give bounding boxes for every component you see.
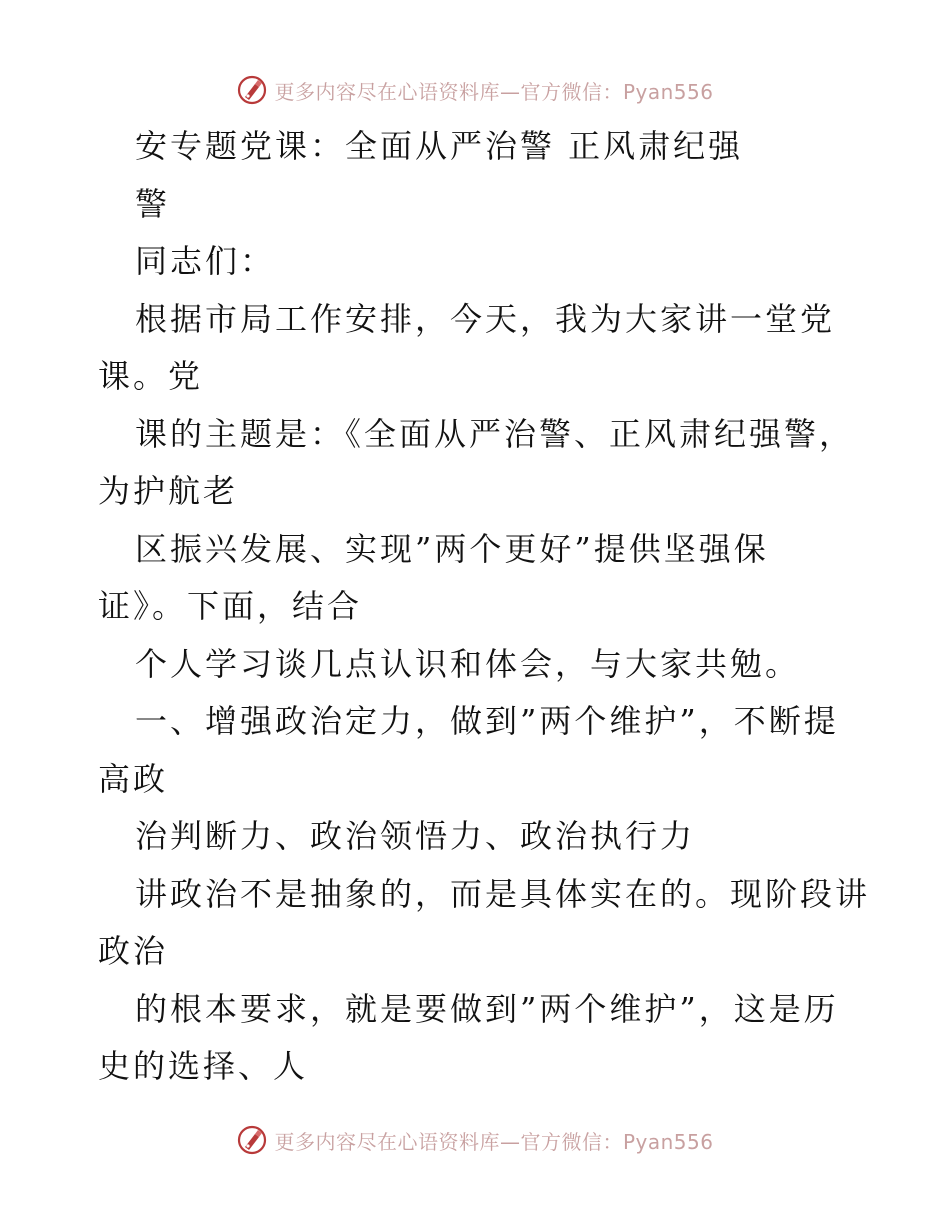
- paragraph-line: 课的主题是：《全面从严治警、正风肃纪强警，: [135, 414, 855, 453]
- paragraph-line: 根据市局工作安排，今天，我为大家讲一堂党: [135, 299, 836, 338]
- salutation: 同志们：: [135, 242, 276, 280]
- section-heading-line: 一、增强政治定力，做到”两个维护”，不断提: [135, 702, 839, 740]
- pen-nib-circle-icon: [236, 74, 268, 106]
- pen-nib-circle-icon: [236, 1124, 268, 1156]
- paragraph-line: 的根本要求，就是要做到”两个维护”，这是历: [135, 989, 839, 1028]
- paragraph-line: 区振兴发展、实现”两个更好”提供坚强保: [135, 529, 769, 568]
- paragraph-line: 为护航老: [98, 472, 239, 510]
- watermark-text: 更多内容尽在心语资料库—官方微信：Pyan556: [274, 79, 714, 104]
- watermark-header: [0, 70, 950, 110]
- title-line: 安专题党课：全面从严治警 正风肃纪强: [135, 127, 744, 165]
- watermark-footer: [0, 1120, 950, 1160]
- paragraph-line: 证》。下面，结合: [98, 587, 363, 625]
- paragraph-line: 史的选择、人: [98, 1047, 309, 1085]
- title-line: 警: [135, 184, 171, 223]
- paragraph-line: 讲政治不是抽象的，而是具体实在的。现阶段讲: [135, 874, 871, 913]
- section-heading-line: 治判断力、政治领悟力、政治执行力: [135, 817, 696, 855]
- document-body: [0, 118, 950, 1096]
- paragraph-line: 课。党: [98, 357, 204, 395]
- paragraph-line: 个人学习谈几点认识和体会，与大家共勉。: [135, 644, 801, 683]
- paragraph-line: 政治: [98, 932, 169, 970]
- watermark-text: 更多内容尽在心语资料库—官方微信：Pyan556: [274, 1129, 714, 1154]
- section-heading-line: 高政: [98, 759, 169, 798]
